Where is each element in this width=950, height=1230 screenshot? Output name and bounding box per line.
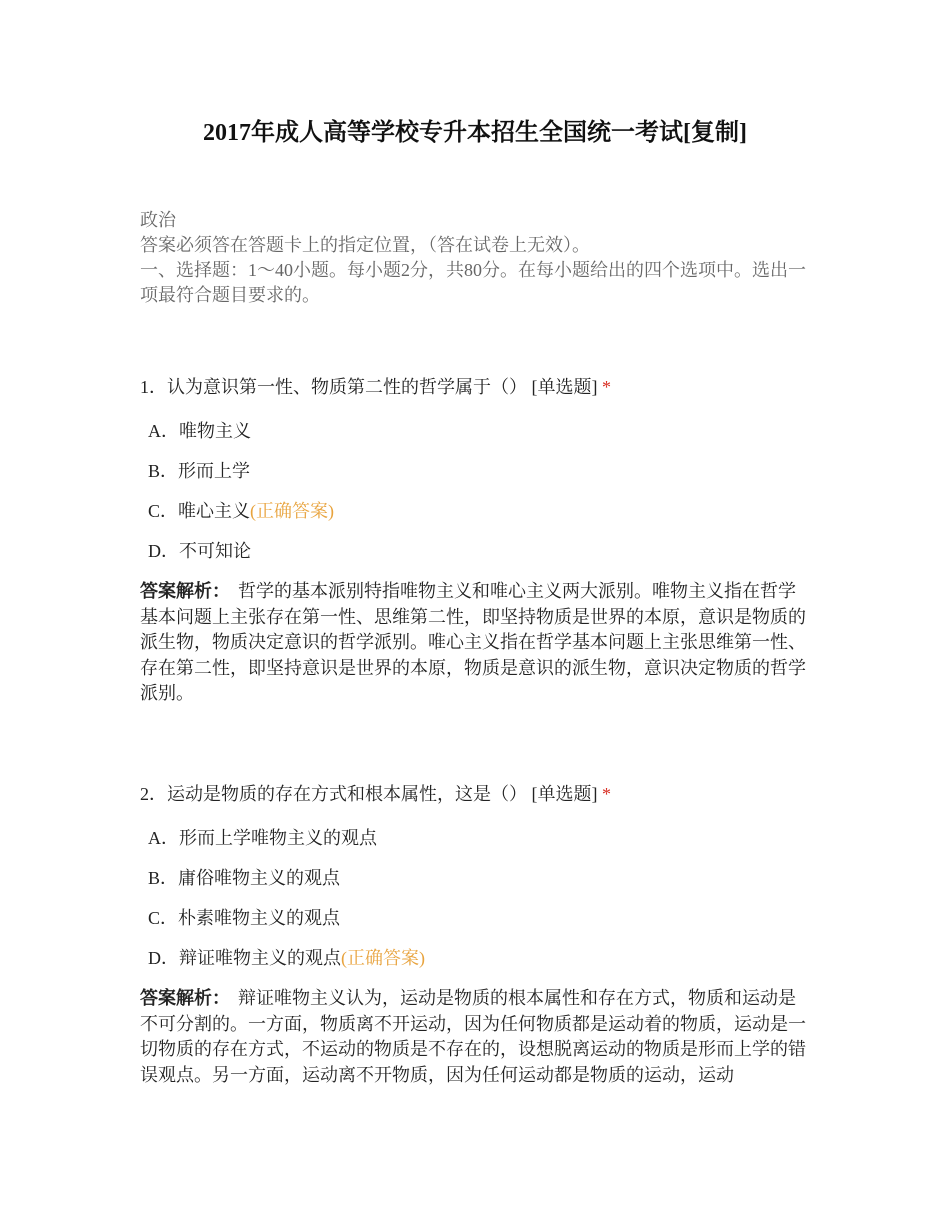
analysis-label: 答案解析：: [140, 988, 230, 1008]
question-2: [140, 782, 812, 1088]
question-number: 2．: [140, 784, 167, 804]
page-title: 2017年成人高等学校专升本招生全国统一考试[复制]: [203, 120, 747, 146]
option-letter: A．: [148, 828, 179, 848]
option-b[interactable]: [140, 459, 812, 483]
analysis-text: 辩证唯物主义认为，运动是物质的根本属性和存在方式，物质和运动是不可分割的。一方面，物质离不开运动，因为任何物质都是运动着的物质，运动是一切物质的存在方式，不运动的物质是不存在的，设想脱离运动的物质是形而上学的错误观点。另一方面，运动离不开物质，因为任何运动都是物质的运动，运动: [140, 988, 806, 1085]
required-marker: *: [602, 377, 611, 397]
option-letter: B．: [148, 868, 179, 888]
option-text: 辩证唯物主义的观点: [179, 948, 341, 968]
analysis-label: 答案解析：: [140, 581, 230, 601]
option-letter: D．: [148, 541, 179, 561]
question-text: 运动是物质的存在方式和根本属性，这是（）: [167, 784, 527, 804]
option-letter: C．: [148, 908, 179, 928]
option-a[interactable]: [140, 419, 812, 443]
option-b[interactable]: [140, 866, 812, 890]
question-type: [单选题]: [531, 784, 598, 804]
option-letter: D．: [148, 948, 179, 968]
question-title: [140, 375, 812, 399]
option-c[interactable]: [140, 499, 812, 523]
option-text: 形而上学唯物主义的观点: [179, 828, 377, 848]
subject-label: 政治: [140, 210, 176, 230]
question-text: 认为意识第一性、物质第二性的哲学属于（）: [167, 377, 527, 397]
correct-answer-tag: (正确答案): [250, 501, 335, 521]
option-a[interactable]: [140, 826, 812, 850]
instruction-text: 一、选择题：1～40小题。每小题2分，共80分。在每小题给出的四个选项中。选出一项最符合题目要求的。: [140, 260, 806, 305]
option-letter: B．: [148, 461, 179, 481]
option-c[interactable]: [140, 906, 812, 930]
option-text: 朴素唯物主义的观点: [178, 908, 341, 928]
option-d[interactable]: [140, 539, 812, 563]
option-text: 唯心主义: [178, 501, 251, 521]
notice-text: 答案必须答在答题卡上的指定位置，（答在试卷上无效）。: [140, 235, 590, 255]
analysis-text: 哲学的基本派别特指唯物主义和唯心主义两大派别。唯物主义指在哲学基本问题上主张存在第一性、思维第二性，即坚持物质是世界的本原，意识是物质的派生物，物质决定意识的哲学派别。唯心主义指在哲学基本问题上主张思维第一性、存在第二性，即坚持意识是世界的本原，物质是意识的派生物，意识决定物质的哲学派别。: [140, 581, 806, 703]
question-1: [140, 375, 812, 707]
question-title: [140, 782, 812, 806]
question-number: 1．: [140, 377, 167, 397]
answer-analysis: [140, 986, 812, 1088]
option-text: 不可知论: [179, 541, 251, 561]
correct-answer-tag: (正确答案): [341, 948, 425, 968]
exam-intro: [140, 208, 812, 308]
question-type: [单选题]: [531, 377, 598, 397]
option-letter: A．: [148, 421, 179, 441]
answer-analysis: [140, 579, 812, 707]
option-text: 庸俗唯物主义的观点: [178, 868, 341, 888]
option-text: 形而上学: [178, 461, 251, 481]
option-d[interactable]: [140, 946, 812, 970]
option-letter: C．: [148, 501, 179, 521]
option-text: 唯物主义: [179, 421, 251, 441]
required-marker: *: [602, 784, 611, 804]
